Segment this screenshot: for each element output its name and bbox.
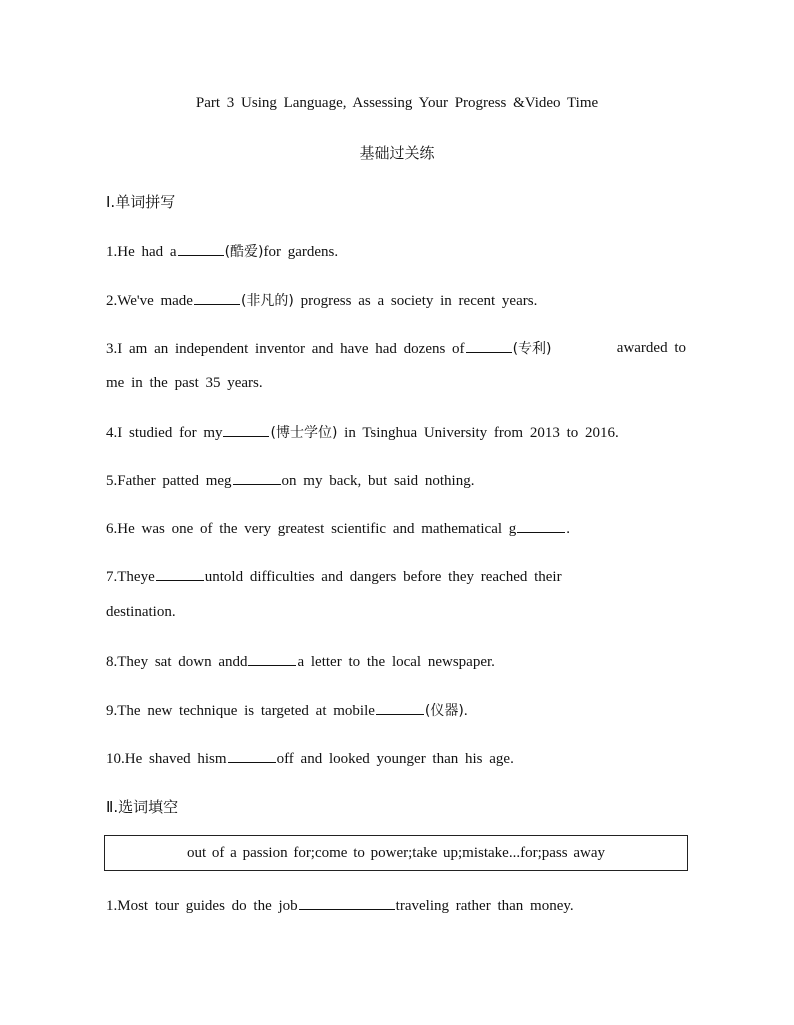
chinese-hint: (酷爱) [224, 244, 264, 260]
answer-blank[interactable] [178, 241, 224, 256]
initial-letter: m [214, 751, 227, 767]
question-6 [106, 518, 570, 539]
answer-blank[interactable] [223, 422, 269, 437]
question-text: . [463, 703, 468, 719]
answer-blank[interactable] [466, 338, 512, 353]
question-text: 9.The new technique is targeted at mobile [106, 703, 375, 719]
question-2 [106, 290, 537, 311]
question-text: for gardens. [263, 244, 339, 260]
question-3 [106, 338, 686, 359]
question-text: in Tsinghua University from 2013 to 2016. [337, 425, 619, 441]
question-7-continued: destination. [106, 604, 176, 620]
question-text: 1.Most tour guides do the job [106, 898, 298, 914]
answer-blank[interactable] [194, 290, 240, 305]
question-text: 3.I am an independent inventor and have had dozens of [106, 341, 465, 357]
initial-letter: g [508, 521, 517, 537]
chinese-hint: (非凡的) [240, 293, 294, 309]
question-4 [106, 422, 619, 443]
section-heading-fill-in: Ⅱ.选词填空 [106, 798, 179, 816]
page-subtitle: 基础过关练 [359, 144, 435, 162]
question-text: a letter to the local newspaper. [297, 654, 495, 670]
question-text: 1.He had a [106, 244, 177, 260]
section-heading-spelling: Ⅰ.单词拼写 [106, 193, 176, 211]
question-text: awarded to [616, 340, 686, 356]
chinese-hint: (博士学位) [270, 425, 338, 441]
question-text: . [566, 521, 571, 537]
question-1 [106, 241, 338, 262]
answer-blank[interactable] [517, 518, 565, 533]
answer-blank[interactable] [156, 566, 204, 581]
word-bank-box [104, 835, 688, 871]
answer-blank[interactable] [299, 895, 395, 910]
answer-blank[interactable] [228, 748, 276, 763]
question-8 [106, 651, 495, 672]
question-text: 10.He shaved his [106, 751, 215, 767]
question-7 [106, 566, 562, 587]
word-bank-text: out of a passion for;come to power;take up;mistake...for;pass away [187, 844, 605, 861]
question-text: 2.We've made [106, 293, 193, 309]
fill-in-question-1 [106, 895, 574, 916]
answer-blank[interactable] [233, 470, 281, 485]
page-title: Part 3 Using Language, Assessing Your Progress &Video Time [195, 95, 599, 111]
chinese-hint: (专利) [512, 341, 552, 357]
question-3-continued: me in the past 35 years. [106, 375, 263, 391]
question-text: 8.They sat down and [106, 654, 240, 670]
chinese-hint: (仪器) [424, 703, 464, 719]
question-text: traveling rather than money. [395, 898, 574, 914]
question-text: off and looked younger than his age. [276, 751, 514, 767]
initial-letter: e [148, 569, 155, 585]
initial-letter: g [224, 473, 232, 489]
initial-letter: d [239, 654, 248, 670]
question-text: progress as a society in recent years. [293, 293, 538, 309]
question-text: untold difficulties and dangers before they reached their [204, 569, 562, 585]
question-text: on my back, but said nothing. [281, 473, 475, 489]
question-5 [106, 470, 474, 491]
question-text: 4.I studied for my [106, 425, 223, 441]
answer-blank[interactable] [248, 651, 296, 666]
question-text: 7.They [106, 569, 149, 585]
question-10 [106, 748, 514, 769]
question-9 [106, 700, 468, 721]
question-text: 6.He was one of the very greatest scientific and mathematical [106, 521, 509, 537]
question-text: 5.Father patted me [106, 473, 225, 489]
answer-blank[interactable] [376, 700, 424, 715]
